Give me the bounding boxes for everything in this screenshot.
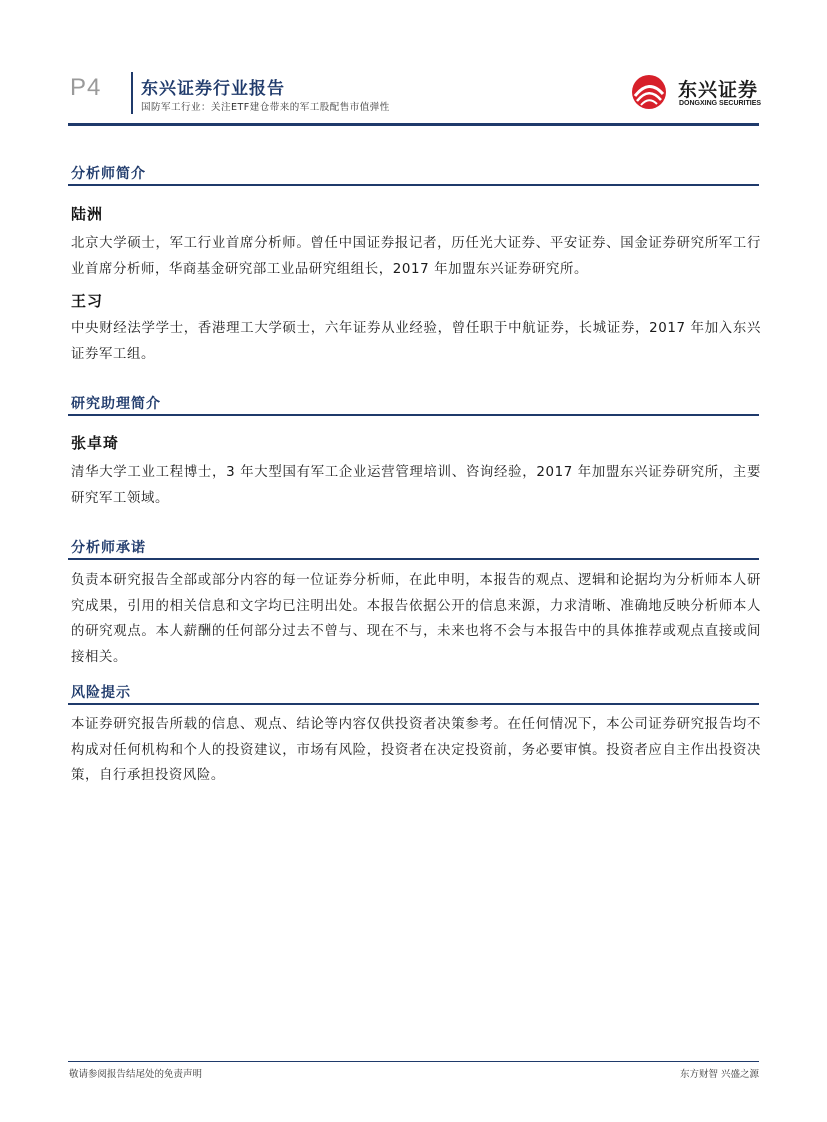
- logo-english-name: DONGXING SECURITIES: [679, 100, 762, 107]
- footer-slogan: 东方财智 兴盛之源: [679, 1069, 759, 1080]
- footer-rule: [68, 1061, 759, 1062]
- report-title: 东兴证券行业报告: [141, 79, 285, 99]
- section-heading-risk: 风险提示: [71, 685, 131, 701]
- commitment-text: 负责本研究报告全部或部分内容的每一位证券分析师，在此申明，本报告的观点、逻辑和论据均为分析师本人研究成果，引用的相关信息和文字均已注明出处。本报告依据公开的信息来源，力求清晰、准确地反映分析师本人的研究观点。本人薪酬的任何部分过去不曾与、现在不与，未来也将不会与本报告中的具体推荐或观点直接或间接相关。: [71, 573, 761, 665]
- section-heading-assistants: 研究助理简介: [71, 396, 161, 412]
- section-rule: [68, 414, 759, 416]
- analyst-bio: 中央财经法学学士，香港理工大学硕士，六年证券从业经验，曾任职于中航证券，长城证券，2017 年加入东兴证券军工组。: [71, 321, 761, 362]
- report-subtitle: 国防军工行业：关注ETF建仓带来的军工股配售市值弹性: [141, 102, 390, 113]
- analyst-bio: 北京大学硕士，军工行业首席分析师。曾任中国证券报记者，历任光大证券、平安证券、国金证券研究所军工行业首席分析师，华商基金研究部工业品研究组组长，2017 年加盟东兴证券研究所。: [71, 236, 761, 277]
- footer-disclaimer-note: 敬请参阅报告结尾处的免责声明: [69, 1069, 203, 1080]
- section-rule: [68, 558, 759, 560]
- logo-chinese-name: 东兴证券: [678, 79, 759, 101]
- page-number: P4: [70, 74, 102, 101]
- analyst-name: 陆洲: [71, 205, 104, 223]
- section-heading-commitment: 分析师承诺: [71, 540, 146, 556]
- section-rule: [68, 184, 759, 186]
- analyst-name: 王习: [71, 292, 104, 310]
- assistant-bio: 清华大学工业工程博士，3 年大型国有军工企业运营管理培训、咨询经验，2017 年加盟东兴证券研究所，主要研究军工领域。: [71, 465, 761, 506]
- section-rule: [68, 703, 759, 705]
- header-divider: [131, 72, 133, 114]
- assistant-name: 张卓琦: [71, 434, 120, 452]
- risk-text: 本证券研究报告所载的信息、观点、结论等内容仅供投资者决策参考。在任何情况下，本公司证券研究报告均不构成对任何机构和个人的投资建议，市场有风险，投资者在决定投资前，务必要审慎。投资者应自主作出投资决策，自行承担投资风险。: [71, 717, 761, 783]
- header-rule: [68, 123, 759, 126]
- section-heading-analysts: 分析师简介: [71, 166, 146, 182]
